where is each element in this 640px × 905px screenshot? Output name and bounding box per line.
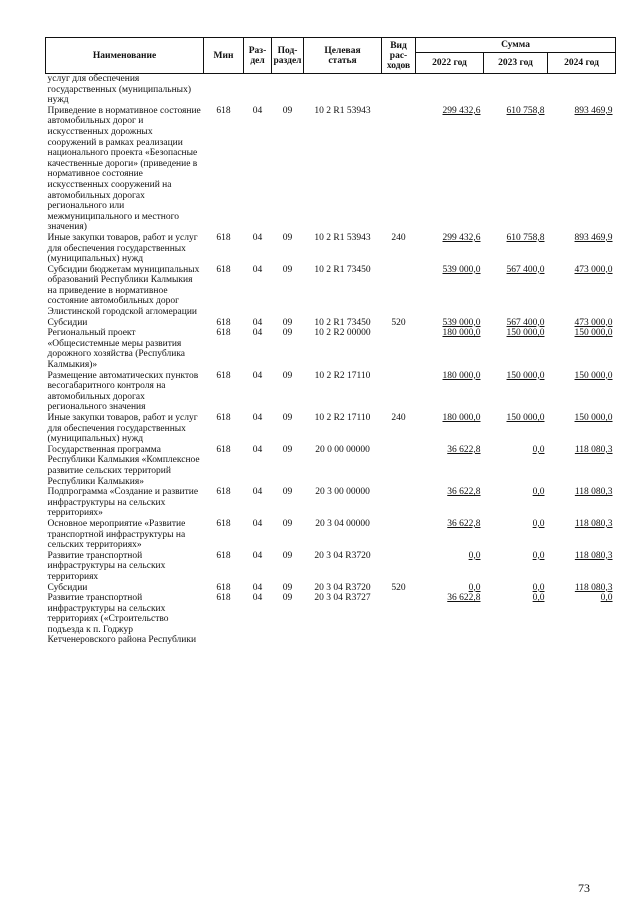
table-cell-2024: 473 000,0	[574, 264, 613, 275]
table-cell-razdel: 04	[252, 232, 263, 243]
header-podrazdel: Под- раздел	[272, 38, 304, 74]
table-cell-vid	[382, 371, 416, 413]
table-cell-2024: 150 000,0	[574, 413, 613, 423]
table-cell-target: 10 2 R2 00000	[314, 328, 371, 339]
table-cell-vid	[382, 106, 416, 233]
table-row	[46, 371, 616, 413]
table-cell-2023: 567 400,0	[506, 264, 545, 275]
table-cell-target: 20 0 00 00000	[315, 444, 370, 455]
table-cell-2023: 0,0	[532, 550, 545, 561]
table-cell-2024: 0,0	[600, 593, 613, 604]
table-cell-2023: 0,0	[532, 444, 545, 455]
table-cell-min: 618	[216, 550, 231, 561]
header-name: Наименование	[46, 38, 204, 74]
table-cell-2024: 118 080,3	[574, 444, 613, 455]
header-summa: Сумма	[416, 38, 616, 53]
table-cell-vid: 240	[391, 413, 406, 423]
table-cell-podrazdel	[272, 74, 304, 106]
table-cell-podrazdel: 09	[282, 550, 293, 561]
table-cell-target: 20 3 04 R3727	[314, 593, 371, 604]
table-cell-podrazdel: 09	[282, 518, 293, 529]
table-cell-2022: 299 432,6	[442, 105, 481, 116]
table-cell-podrazdel: 09	[282, 317, 293, 328]
table-row	[46, 106, 616, 233]
table-cell-2023: 567 400,0	[506, 317, 545, 328]
table-cell-vid: 520	[391, 317, 406, 328]
table-cell-razdel: 04	[252, 582, 263, 593]
table-cell-2022: 36 622,8	[447, 593, 481, 604]
table-cell-vid	[382, 74, 416, 106]
table-cell-name: Государственная программа Республики Калмыкия «Комплексное развитие сельских территорий Республики Калмыкия»	[47, 444, 200, 487]
table-cell-target: 10 2 R1 53943	[314, 105, 371, 116]
table-cell-razdel: 04	[252, 518, 263, 529]
table-cell-podrazdel: 09	[282, 444, 293, 455]
table-cell-2022	[416, 74, 484, 106]
table-cell-name: Приведение в нормативное состояние автомобильных дорог и искусственных дорожных сооружений в рамках реализации национального проекта «Безопасные качественные дороги» (приведение в нормативное состояние искусственных сооружений на автомобильных дорогах регионального или межмуниципального и местного значения)	[47, 105, 201, 233]
table-cell-2022: 180 000,0	[442, 370, 481, 381]
header-year-2022: 2022 год	[416, 53, 484, 74]
table-cell-min: 618	[216, 264, 231, 275]
table-cell-min: 618	[216, 370, 231, 381]
table-cell-name: Основное мероприятие «Развитие транспортной инфраструктуры на сельских территориях»	[47, 518, 186, 551]
table-cell-2023: 0,0	[532, 487, 545, 498]
table-cell-vid	[382, 551, 416, 583]
table-cell-name: услуг для обеспечения государственных (муниципальных) нужд	[47, 74, 191, 106]
table-cell-target: 10 2 R2 17110	[314, 413, 371, 423]
table-row	[46, 519, 616, 551]
table-cell-razdel	[244, 74, 272, 106]
table-cell-2024: 150 000,0	[574, 370, 613, 381]
table-cell-2023: 0,0	[532, 518, 545, 529]
table-cell-min: 618	[216, 413, 231, 423]
table-cell-2024: 150 000,0	[574, 328, 613, 339]
table-cell-2022: 180 000,0	[442, 328, 481, 339]
table-row	[46, 233, 616, 265]
table-cell-podrazdel: 09	[282, 370, 293, 381]
table-row	[46, 413, 616, 445]
budget-table	[45, 37, 616, 646]
header-vid: Вид рас- ходов	[382, 38, 416, 74]
table-cell-name: Иные закупки товаров, работ и услуг для обеспечения государственных (муниципальных) нужд	[47, 413, 198, 445]
table-cell-min: 618	[216, 487, 231, 498]
table-cell-razdel: 04	[252, 413, 263, 423]
table-cell-name: Субсидии	[47, 582, 88, 593]
table-cell-razdel: 04	[252, 317, 263, 328]
table-cell-name: Подпрограмма «Создание и развитие инфраструктуры на сельских территориях»	[47, 487, 199, 519]
table-cell-target	[304, 74, 382, 106]
table-cell-2023	[484, 74, 548, 106]
table-cell-razdel: 04	[252, 264, 263, 275]
table-cell-2022: 36 622,8	[447, 487, 481, 498]
table-cell-2024: 893 469,9	[574, 105, 613, 116]
table-cell-2024: 473 000,0	[574, 317, 613, 328]
table-cell-vid: 240	[391, 232, 406, 243]
table-cell-podrazdel: 09	[282, 232, 293, 243]
table-header	[46, 38, 616, 74]
table-cell-target: 10 2 R2 17110	[314, 370, 371, 381]
table-cell-razdel: 04	[252, 328, 263, 339]
table-cell-podrazdel: 09	[282, 487, 293, 498]
table-cell-min: 618	[216, 328, 231, 339]
table-cell-name: Развитие транспортной инфраструктуры на сельских территориях («Строительство подъезда к п. Годжур Кетченеровского района Республики	[47, 593, 197, 646]
table-cell-vid	[382, 519, 416, 551]
table-cell-2023: 0,0	[532, 582, 545, 593]
header-min: Мин	[204, 38, 244, 74]
table-cell-min: 618	[216, 593, 231, 604]
budget-table-container	[45, 37, 615, 646]
table-cell-2023: 150 000,0	[506, 370, 545, 381]
table-cell-vid	[382, 445, 416, 487]
table-cell-name: Субсидии бюджетам муниципальных образований Республики Калмыкия на приведение в нормативное состояние автомобильных дорог Элистинской городской агломерации	[47, 264, 200, 318]
table-cell-min: 618	[216, 317, 231, 328]
table-row	[46, 318, 616, 329]
table-cell-2024	[548, 74, 616, 106]
table-cell-min: 618	[216, 105, 231, 116]
table-cell-2024: 118 080,3	[574, 518, 613, 529]
table-row	[46, 487, 616, 519]
header-year-2024: 2024 год	[548, 53, 616, 74]
table-cell-podrazdel: 09	[282, 582, 293, 593]
table-cell-vid	[382, 593, 416, 646]
table-cell-razdel: 04	[252, 550, 263, 561]
table-row	[46, 583, 616, 594]
table-body	[46, 74, 616, 647]
table-cell-2022: 180 000,0	[442, 413, 481, 423]
table-cell-min: 618	[216, 232, 231, 243]
table-row	[46, 445, 616, 487]
header-razdel: Раз- дел	[244, 38, 272, 74]
table-cell-2022: 539 000,0	[442, 317, 481, 328]
table-cell-podrazdel: 09	[282, 413, 293, 423]
table-row	[46, 593, 616, 646]
table-cell-podrazdel: 09	[282, 328, 293, 339]
table-row	[46, 74, 616, 106]
table-cell-2022: 299 432,6	[442, 232, 481, 243]
table-cell-name: Иные закупки товаров, работ и услуг для обеспечения государственных (муниципальных) нужд	[47, 232, 198, 265]
table-cell-name: Субсидии	[47, 317, 88, 328]
table-cell-2022: 0,0	[468, 582, 481, 593]
table-cell-2022: 36 622,8	[447, 444, 481, 455]
table-cell-2022: 0,0	[468, 550, 481, 561]
table-cell-min: 618	[216, 444, 231, 455]
table-cell-name: Региональный проект «Общесистемные меры развития дорожного хозяйства (Республика Калмыкия)»	[47, 328, 186, 371]
table-cell-2023: 610 758,8	[506, 232, 545, 243]
table-cell-razdel: 04	[252, 593, 263, 604]
table-cell-2024: 118 080,3	[574, 582, 613, 593]
table-cell-target: 10 2 R1 53943	[314, 232, 371, 243]
table-cell-target: 10 2 R1 73450	[314, 317, 371, 328]
table-cell-target: 20 3 00 00000	[315, 487, 370, 498]
table-cell-razdel: 04	[252, 105, 263, 116]
table-cell-vid	[382, 328, 416, 370]
table-cell-podrazdel: 09	[282, 593, 293, 604]
table-cell-name: Развитие транспортной инфраструктуры на сельских территориях	[47, 550, 166, 582]
table-cell-target: 20 3 04 R3720	[314, 582, 371, 593]
table-cell-name: Размещение автоматических пунктов весогабаритного контроля на автомобильных дорогах регионального значения	[47, 370, 199, 413]
table-cell-2022: 36 622,8	[447, 518, 481, 529]
table-cell-min: 618	[216, 518, 231, 529]
table-cell-2023: 150 000,0	[506, 328, 545, 339]
header-year-2023: 2023 год	[484, 53, 548, 74]
table-cell-vid	[382, 487, 416, 519]
table-cell-min: 618	[216, 582, 231, 593]
table-cell-target: 20 3 04 R3720	[314, 550, 371, 561]
table-cell-min	[204, 74, 244, 106]
table-row	[46, 551, 616, 583]
page-number: 73	[578, 881, 590, 895]
table-cell-2023: 0,0	[532, 593, 545, 604]
table-cell-podrazdel: 09	[282, 105, 293, 116]
table-row	[46, 328, 616, 370]
table-cell-2023: 150 000,0	[506, 413, 545, 423]
table-cell-target: 10 2 R1 73450	[314, 264, 371, 275]
table-cell-2023: 610 758,8	[506, 105, 545, 116]
table-row	[46, 265, 616, 318]
table-cell-2024: 118 080,3	[574, 487, 613, 498]
table-cell-podrazdel: 09	[282, 264, 293, 275]
table-cell-razdel: 04	[252, 487, 263, 498]
table-cell-vid	[382, 265, 416, 318]
table-cell-2024: 118 080,3	[574, 550, 613, 561]
header-target: Целевая статья	[304, 38, 382, 74]
table-cell-razdel: 04	[252, 444, 263, 455]
table-cell-razdel: 04	[252, 370, 263, 381]
table-cell-vid: 520	[391, 582, 406, 593]
table-cell-target: 20 3 04 00000	[315, 518, 370, 529]
table-cell-2024: 893 469,9	[574, 232, 613, 243]
table-cell-2022: 539 000,0	[442, 264, 481, 275]
